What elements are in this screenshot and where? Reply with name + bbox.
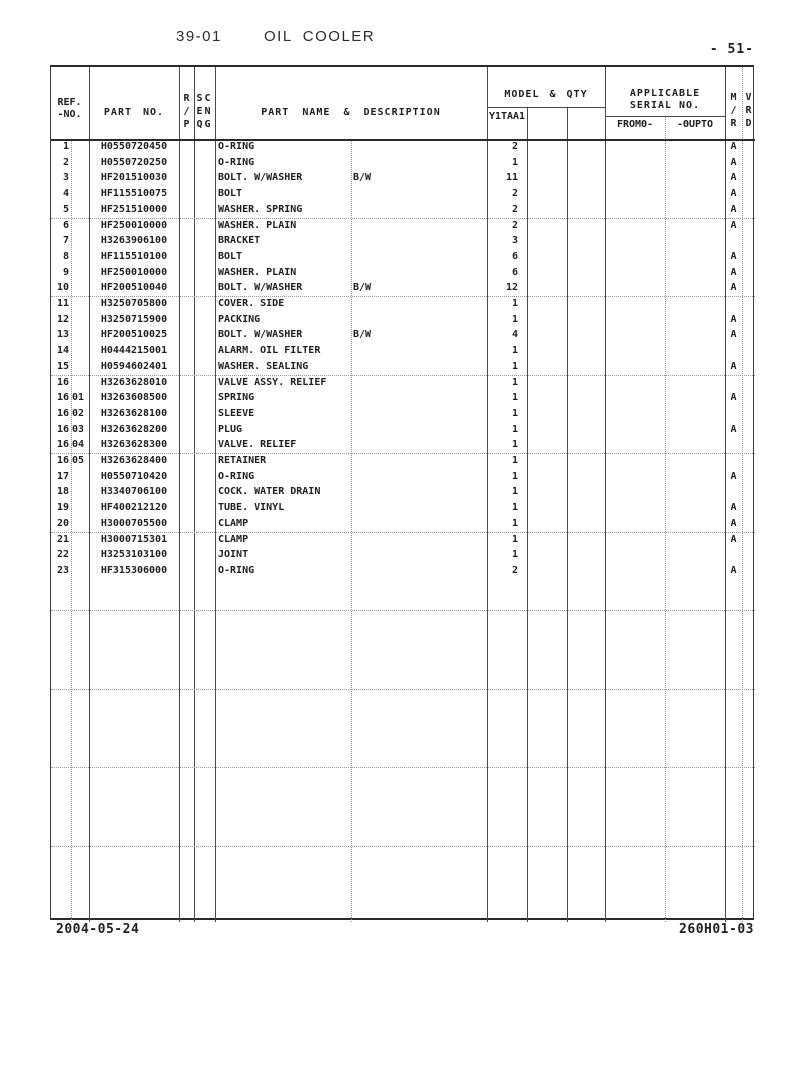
cell-part: H3263906100 (100, 235, 168, 247)
cell-part: HF201510030 (100, 172, 168, 184)
cell-part: H3263628300 (100, 439, 168, 451)
cell-desc: B/W (353, 172, 372, 184)
cell-ref: 23 (56, 564, 69, 576)
grid-line-horizontal (487, 107, 605, 108)
cell-part: HF115510100 (100, 250, 168, 262)
cell-desc: B/W (353, 329, 372, 341)
cell-qty: 11 (505, 172, 518, 184)
cell-part: H3263628010 (100, 376, 168, 388)
table-row (51, 280, 755, 296)
header-ref-no: REF. -NO. (57, 97, 82, 120)
cell-desc: B/W (353, 282, 372, 294)
cell-sub: 03 (72, 423, 85, 435)
cell-sub: 01 (72, 392, 85, 404)
cell-qty: 1 (511, 533, 518, 545)
table-row (51, 390, 755, 406)
cell-ref: 5 (62, 203, 69, 215)
cell-qty: 12 (505, 282, 518, 294)
table-row (51, 484, 755, 500)
cell-ref: 16 (56, 376, 69, 388)
cell-qty: 1 (511, 376, 518, 388)
cell-qty: 1 (511, 298, 518, 309)
cell-name: BOLT. W/WASHER (218, 282, 303, 294)
cell-qty: 2 (511, 141, 518, 152)
cell-ref: 16 (56, 392, 69, 404)
cell-name: BOLT. W/WASHER (218, 172, 303, 184)
header-serial-upto: -ΘUPTO (676, 119, 714, 130)
cell-name: WASHER. PLAIN (218, 219, 297, 231)
table-row (51, 233, 755, 249)
cell-part: HF200510040 (100, 282, 168, 294)
header-part-no: PART NO. (103, 107, 165, 118)
cell-name: VALVE. RELIEF (218, 439, 297, 451)
cell-ref: 16 (56, 407, 69, 419)
table-row (51, 296, 755, 312)
grid-line-horizontal (51, 767, 755, 768)
cell-qty: 1 (511, 392, 518, 404)
cell-mr: A (730, 250, 737, 262)
cell-mr: A (730, 502, 737, 514)
table-row (51, 563, 755, 579)
cell-ref: 11 (56, 298, 69, 309)
cell-sub: 02 (72, 407, 85, 419)
cell-mr: A (730, 564, 737, 576)
cell-qty: 1 (511, 345, 518, 357)
cell-mr: A (730, 533, 737, 545)
footer-date: 2004-05-24 (56, 922, 140, 937)
table-row (51, 437, 755, 453)
table-row (51, 249, 755, 265)
cell-mr: A (730, 188, 737, 200)
cell-ref: 17 (56, 470, 69, 482)
cell-name: SPRING (218, 392, 255, 404)
cell-part: H0550710420 (100, 470, 168, 482)
cell-ref: 21 (56, 533, 69, 545)
table-row (51, 469, 755, 485)
table-row (51, 170, 755, 186)
cell-name: VALVE ASSY. RELIEF (218, 376, 327, 388)
cell-ref: 22 (56, 549, 69, 561)
cell-name: O-RING (218, 470, 255, 482)
cell-mr: A (730, 392, 737, 404)
cell-qty: 4 (511, 329, 518, 341)
cell-ref: 18 (56, 486, 69, 498)
cell-name: O-RING (218, 141, 255, 152)
cell-part: HF250010000 (100, 219, 168, 231)
cell-mr: A (730, 172, 737, 184)
table-row (51, 343, 755, 359)
grid-line-horizontal (605, 116, 725, 117)
cell-mr: A (730, 360, 737, 372)
document-footer (0, 922, 785, 940)
cell-ref: 9 (62, 266, 69, 278)
cell-name: BOLT (218, 188, 243, 200)
table-row (51, 516, 755, 532)
cell-part: H3253103100 (100, 549, 168, 561)
table-row (51, 186, 755, 202)
cell-name: CLAMP (218, 517, 249, 529)
cell-ref: 16 (56, 423, 69, 435)
table-row (51, 327, 755, 343)
cell-name: JOINT (218, 549, 249, 561)
cell-part: H3263628100 (100, 407, 168, 419)
cell-part: HF400212120 (100, 502, 168, 514)
cell-mr: A (730, 156, 737, 168)
page-title: OIL COOLER (264, 28, 376, 45)
cell-part: HF315306000 (100, 564, 168, 576)
cell-part: H3263628400 (100, 455, 168, 466)
cell-part: H3263608500 (100, 392, 168, 404)
cell-part: H3263628200 (100, 423, 168, 435)
header-mr: M / R (730, 92, 737, 129)
cell-sub: 04 (72, 439, 85, 451)
cell-mr: A (730, 517, 737, 529)
table-row (51, 139, 755, 155)
table-row (51, 155, 755, 171)
cell-mr: A (730, 329, 737, 341)
cell-ref: 16 (56, 455, 69, 466)
cell-name: CLAMP (218, 533, 249, 545)
cell-mr: A (730, 313, 737, 325)
table-row (51, 406, 755, 422)
cell-qty: 1 (511, 423, 518, 435)
header-rp: R / P (183, 93, 190, 130)
header-serial-from: FROMΘ- (616, 119, 654, 130)
cell-mr: A (730, 470, 737, 482)
cell-name: SLEEVE (218, 407, 255, 419)
cell-qty: 2 (511, 188, 518, 200)
cell-name: BOLT (218, 250, 243, 262)
table-row (51, 312, 755, 328)
footer-code: 260H01-03 (679, 922, 754, 937)
document-header (0, 28, 785, 48)
cell-name: WASHER. SPRING (218, 203, 303, 215)
table-row (51, 202, 755, 218)
cell-part: H0594602401 (100, 360, 168, 372)
table-row (51, 218, 755, 234)
cell-part: H0550720250 (100, 156, 168, 168)
cell-part: HF115510075 (100, 188, 168, 200)
header-model-qty: MODEL & QTY (504, 89, 588, 100)
cell-mr: A (730, 282, 737, 294)
cell-part: HF251510000 (100, 203, 168, 215)
cell-ref: 10 (56, 282, 69, 294)
cell-name: ALARM. OIL FILTER (218, 345, 321, 357)
table-row (51, 422, 755, 438)
cell-mr: A (730, 141, 737, 152)
cell-part: H0550720450 (100, 141, 168, 152)
cell-name: COVER. SIDE (218, 298, 285, 309)
cell-name: TUBE. VINYL (218, 502, 285, 514)
cell-qty: 1 (511, 156, 518, 168)
cell-ref: 4 (62, 188, 69, 200)
cell-name: WASHER. PLAIN (218, 266, 297, 278)
header-scenqg: SC EN QG (196, 93, 213, 130)
cell-qty: 1 (511, 360, 518, 372)
header-model-code: Y1TAA1 (488, 111, 526, 122)
cell-ref: 14 (56, 345, 69, 357)
table-row (51, 375, 755, 391)
table-row (51, 359, 755, 375)
cell-ref: 8 (62, 250, 69, 262)
cell-qty: 6 (511, 250, 518, 262)
cell-part: HF200510025 (100, 329, 168, 341)
cell-qty: 2 (511, 564, 518, 576)
cell-qty: 1 (511, 470, 518, 482)
cell-qty: 1 (511, 517, 518, 529)
header-part-name: PART NAME & DESCRIPTION (261, 107, 441, 118)
cell-mr: A (730, 219, 737, 231)
grid-line-horizontal (51, 846, 755, 847)
cell-part: H3340706100 (100, 486, 168, 498)
table-row (51, 547, 755, 563)
cell-ref: 16 (56, 439, 69, 451)
cell-part: H0444215001 (100, 345, 168, 357)
table-row (51, 500, 755, 516)
cell-part: H3250705800 (100, 298, 168, 309)
cell-qty: 1 (511, 439, 518, 451)
cell-ref: 19 (56, 502, 69, 514)
cell-qty: 1 (511, 407, 518, 419)
cell-ref: 12 (56, 313, 69, 325)
parts-table (50, 65, 754, 920)
cell-name: RETAINER (218, 455, 267, 466)
cell-ref: 20 (56, 517, 69, 529)
cell-ref: 13 (56, 329, 69, 341)
cell-ref: 7 (62, 235, 69, 247)
cell-mr: A (730, 203, 737, 215)
cell-qty: 1 (511, 549, 518, 561)
page-number: - 51- (709, 42, 754, 57)
cell-qty: 1 (511, 502, 518, 514)
cell-ref: 2 (62, 156, 69, 168)
cell-ref: 15 (56, 360, 69, 372)
cell-qty: 3 (511, 235, 518, 247)
cell-mr: A (730, 266, 737, 278)
cell-qty: 1 (511, 313, 518, 325)
cell-ref: 1 (62, 141, 69, 152)
grid-line-horizontal (51, 689, 755, 690)
cell-qty: 2 (511, 203, 518, 215)
header-vrd: V R D (745, 92, 752, 129)
cell-qty: 2 (511, 219, 518, 231)
cell-mr: A (730, 423, 737, 435)
cell-name: PACKING (218, 313, 261, 325)
table-row (51, 532, 755, 548)
table-row (51, 265, 755, 281)
cell-name: BRACKET (218, 235, 261, 247)
cell-name: O-RING (218, 156, 255, 168)
cell-ref: 3 (62, 172, 69, 184)
cell-qty: 6 (511, 266, 518, 278)
header-applicable-serial: APPLICABLE SERIAL NO. (629, 88, 701, 111)
cell-ref: 6 (62, 219, 69, 231)
grid-line-horizontal (51, 610, 755, 611)
cell-qty: 1 (511, 486, 518, 498)
cell-part: H3000715301 (100, 533, 168, 545)
cell-name: O-RING (218, 564, 255, 576)
cell-part: HF250010000 (100, 266, 168, 278)
cell-name: PLUG (218, 423, 243, 435)
table-row (51, 453, 755, 469)
cell-name: BOLT. W/WASHER (218, 329, 303, 341)
cell-sub: 05 (72, 455, 85, 466)
cell-part: H3250715900 (100, 313, 168, 325)
cell-part: H3000705500 (100, 517, 168, 529)
cell-name: WASHER. SEALING (218, 360, 309, 372)
cell-name: COCK. WATER DRAIN (218, 486, 321, 498)
section-code: 39-01 (176, 28, 222, 45)
cell-qty: 1 (511, 455, 518, 466)
